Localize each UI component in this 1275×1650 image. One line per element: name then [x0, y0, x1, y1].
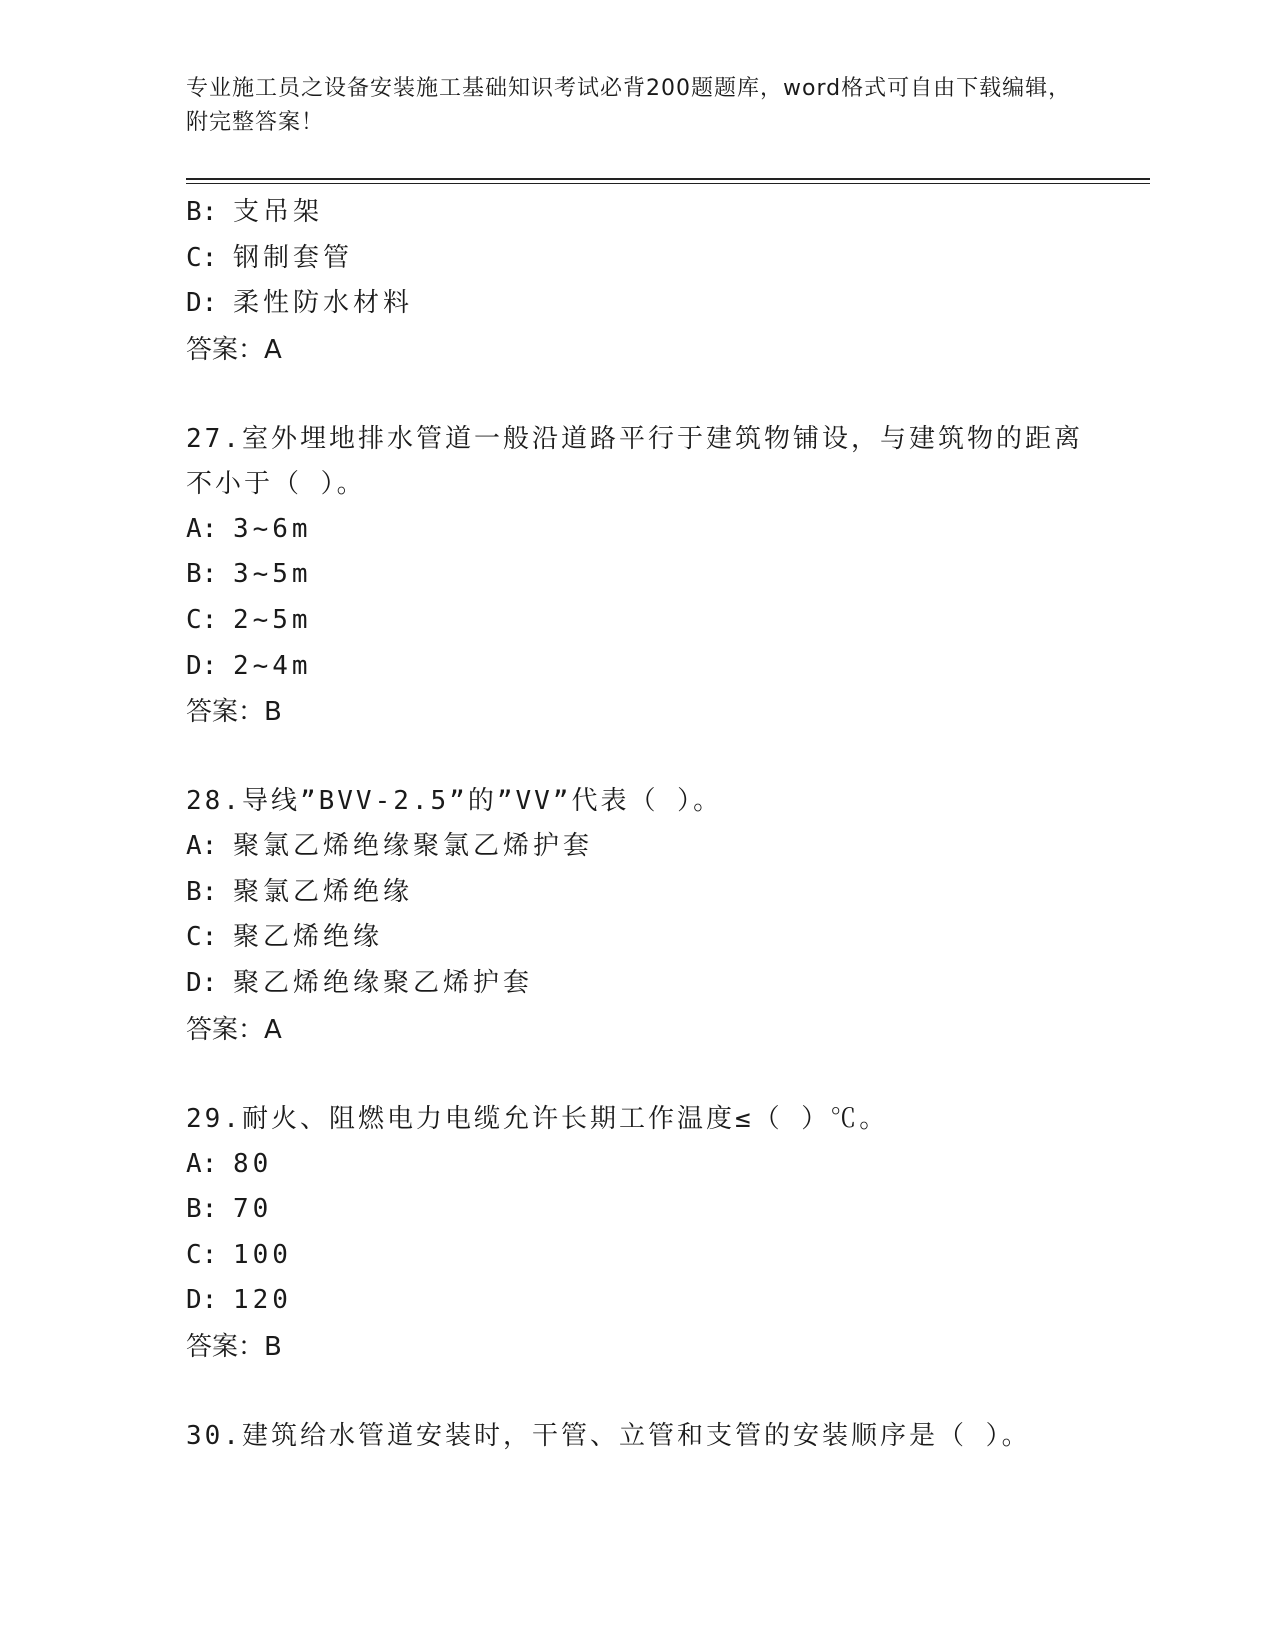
question-stem: 30.建筑给水管道安装时，干管、立管和支管的安装顺序是（ ）。 [186, 1420, 1031, 1451]
continued-question [186, 190, 1086, 373]
option-b: B: 70 [186, 1194, 273, 1225]
question-30 [186, 1414, 1086, 1459]
option-c: C: 聚乙烯绝缘 [186, 922, 383, 953]
option-c: C: 100 [186, 1239, 292, 1270]
answer: 答案：B [186, 697, 282, 728]
question-29 [186, 1097, 1086, 1370]
document-header: 专业施工员之设备安装施工基础知识考试必背200题题库，word格式可自由下载编辑，附完整答案！ [186, 76, 1072, 135]
option-d: D: 柔性防水材料 [186, 288, 413, 319]
answer: 答案：B [186, 1331, 282, 1362]
option-a: A: 80 [186, 1148, 273, 1179]
question-stem: 28.导线”BVV-2.5”的”VV”代表（ ）。 [186, 786, 723, 817]
option-b: B: 聚氯乙烯绝缘 [186, 876, 413, 907]
option-b: B: 3~5m [186, 559, 312, 590]
header-rule-thick [186, 178, 1150, 180]
header-rule-thin [186, 183, 1150, 184]
answer: 答案：A [186, 334, 282, 365]
option-c: C: 钢制套管 [186, 242, 353, 273]
option-b: B: 支吊架 [186, 197, 323, 227]
question-list [186, 190, 1086, 1459]
option-d: D: 聚乙烯绝缘聚乙烯护套 [186, 967, 533, 998]
question-stem: 27.室外埋地排水管道一般沿道路平行于建筑物铺设，与建筑物的距离不小于（ ）。 [186, 423, 1083, 499]
answer: 答案：A [186, 1014, 282, 1045]
option-a: A: 聚氯乙烯绝缘聚氯乙烯护套 [186, 831, 593, 862]
question-27 [186, 417, 1086, 735]
option-d: D: 120 [186, 1285, 292, 1316]
option-c: C: 2~5m [186, 604, 312, 635]
option-a: A: 3~6m [186, 513, 312, 544]
question-28 [186, 779, 1086, 1052]
question-stem: 29.耐火、阻燃电力电缆允许长期工作温度≤（ ）℃。 [186, 1103, 889, 1134]
option-d: D: 2~4m [186, 650, 312, 681]
